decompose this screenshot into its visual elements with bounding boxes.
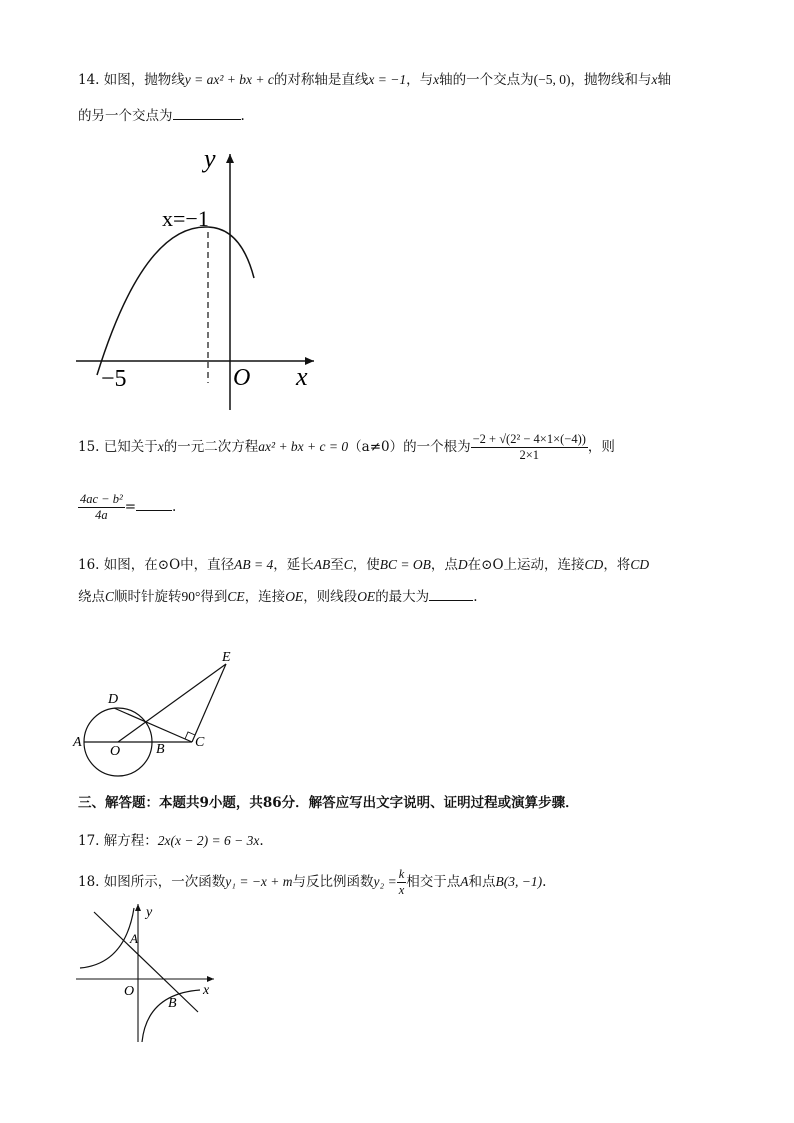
section-heading: 三、解答题：本题共9小题，共86分．解答应写出文字说明、证明过程或演算步骤．: [78, 795, 579, 811]
answer-blank-q15[interactable]: [136, 498, 172, 511]
label-c: C: [195, 735, 205, 750]
q16-line2: 绕点C顺时针旋转90°得到CE，连接OE，则线段OE的最大为 .: [78, 589, 478, 605]
q16-circle-figure: [70, 645, 250, 780]
origin-label: O: [233, 365, 251, 391]
q14-parabola-figure: [70, 140, 330, 415]
label-o: O: [110, 744, 121, 759]
label-e: E: [222, 650, 231, 665]
q18-line: 18. 如图所示，一次函数y₁ = −x + m与反比例函数y₂ = $\frac{k}{x}$ 相交于点A和点B(3, −1).: [78, 867, 547, 897]
label-b: B: [168, 996, 177, 1011]
root-fraction: $\frac{\text{−2 + √(2² − 4×1×(−4))}}{2\times 1}$: [472, 432, 586, 462]
symmetry-axis-label: x=−1: [162, 206, 209, 231]
q14-line1: 14. 如图，抛物线y = ax² + bx + c的对称轴是直线x = −1，与x轴的一个交点为(−5, 0)，抛物线和与x轴: [78, 72, 671, 88]
x-axis-label: x: [296, 362, 308, 391]
q14-line2: 的另一个交点为 .: [78, 108, 245, 124]
y-axis-label: y: [146, 905, 153, 920]
hyperbola-branch-upper: [80, 908, 134, 968]
expression-fraction: $\frac{\text{4ac − b²}}{4a}$: [80, 492, 123, 522]
y-axis-label: y: [204, 144, 216, 173]
label-d: D: [108, 692, 119, 707]
x-axis-label: x: [203, 983, 210, 998]
q18-function-figure: [70, 900, 230, 1045]
q15-line1: 15. 已知关于x的一元二次方程ax² + bx + c = 0（a≠0）的一个根为 $\frac{\text{−2 + √(2² − 4×1×(−4))}}{2\times 1}$ ，则: [78, 432, 615, 462]
q15-line2: $\frac{\text{4ac − b²}}{4a}$ = .: [80, 492, 177, 522]
segment-oe: [118, 664, 226, 742]
neg5-label: −5: [101, 366, 127, 392]
label-a: A: [73, 735, 82, 750]
answer-blank-q16[interactable]: [429, 588, 473, 601]
q16-line1: 16. 如图，在⊙O中，直径AB = 4，延长AB至C，使BC = OB，点D在⊙O上运动，连接CD，将CD: [78, 557, 650, 573]
label-a: A: [130, 931, 138, 946]
answer-blank-q14[interactable]: [173, 107, 241, 120]
kx-fraction: $\frac{k}{x}$: [398, 867, 405, 897]
label-b: B: [156, 742, 165, 757]
label-o: O: [124, 984, 135, 999]
q17-line: 17. 解方程：2x(x − 2) = 6 − 3x.: [78, 833, 264, 849]
line-y1: [94, 912, 198, 1012]
